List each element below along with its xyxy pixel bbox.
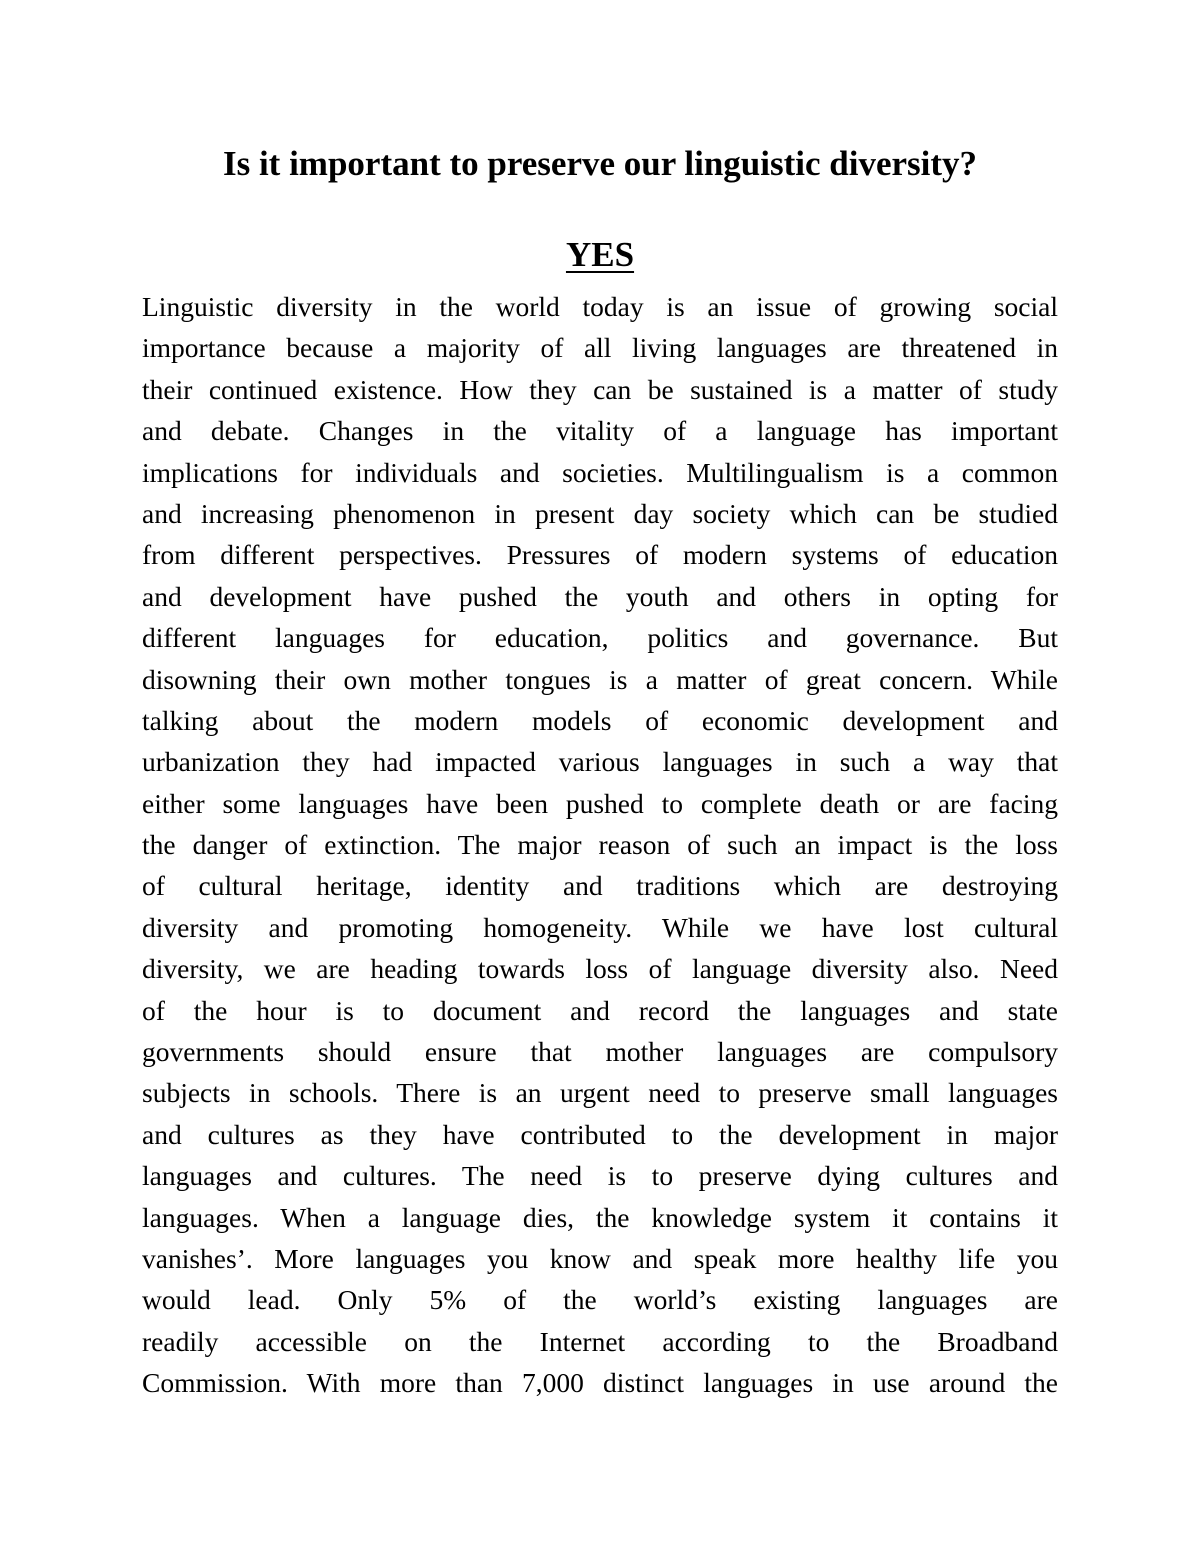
text-line: implications for individuals and societies. Multilingualism is a common (142, 456, 1058, 488)
text-line: governments should ensure that mother languages are compulsory (142, 1036, 1058, 1068)
text-line: talking about the modern models of economic development and (142, 704, 1058, 736)
text-line: diversity, we are heading towards loss of language diversity also. Need (142, 953, 1058, 985)
text-line: and cultures as they have contributed to the development in major (142, 1118, 1058, 1150)
text-line: and increasing phenomenon in present day society which can be studied (142, 497, 1058, 529)
text-line: languages and cultures. The need is to preserve dying cultures and (142, 1160, 1058, 1192)
text-line: different languages for education, politics and governance. But (142, 622, 1058, 654)
text-line: and development have pushed the youth and others in opting for (142, 580, 1058, 612)
text-line: and debate. Changes in the vitality of a language has important (142, 415, 1058, 447)
text-line: either some languages have been pushed to complete death or are facing (142, 787, 1058, 819)
stance-heading: YES (565, 235, 635, 274)
text-line: of cultural heritage, identity and traditions which are destroying (142, 870, 1058, 902)
page-title: Is it important to preserve our linguistic diversity? (222, 144, 978, 183)
text-line: vanishes’. More languages you know and speak more healthy life you (142, 1242, 1058, 1274)
text-line: diversity and promoting homogeneity. While we have lost cultural (142, 911, 1058, 943)
text-line: disowning their own mother tongues is a matter of great concern. While (142, 663, 1058, 695)
text-line: languages. When a language dies, the knowledge system it contains it (142, 1201, 1058, 1233)
text-line: importance because a majority of all living languages are threatened in (142, 332, 1058, 364)
text-line: of the hour is to document and record the languages and state (142, 994, 1058, 1026)
text-line: from different perspectives. Pressures of modern systems of education (142, 539, 1058, 571)
body-paragraph (142, 286, 1058, 1404)
text-line: subjects in schools. There is an urgent need to preserve small languages (142, 1077, 1058, 1109)
text-line: Commission. With more than 7,000 distinct languages in use around the (142, 1367, 1058, 1399)
text-line: would lead. Only 5% of the world’s existing languages are (142, 1284, 1058, 1316)
text-line: urbanization they had impacted various languages in such a way that (142, 746, 1058, 778)
text-line: Linguistic diversity in the world today is an issue of growing social (142, 291, 1058, 322)
text-line: the danger of extinction. The major reason of such an impact is the loss (142, 829, 1058, 861)
text-line: readily accessible on the Internet according to the Broadband (142, 1325, 1058, 1357)
text-line: their continued existence. How they can be sustained is a matter of study (142, 373, 1058, 405)
